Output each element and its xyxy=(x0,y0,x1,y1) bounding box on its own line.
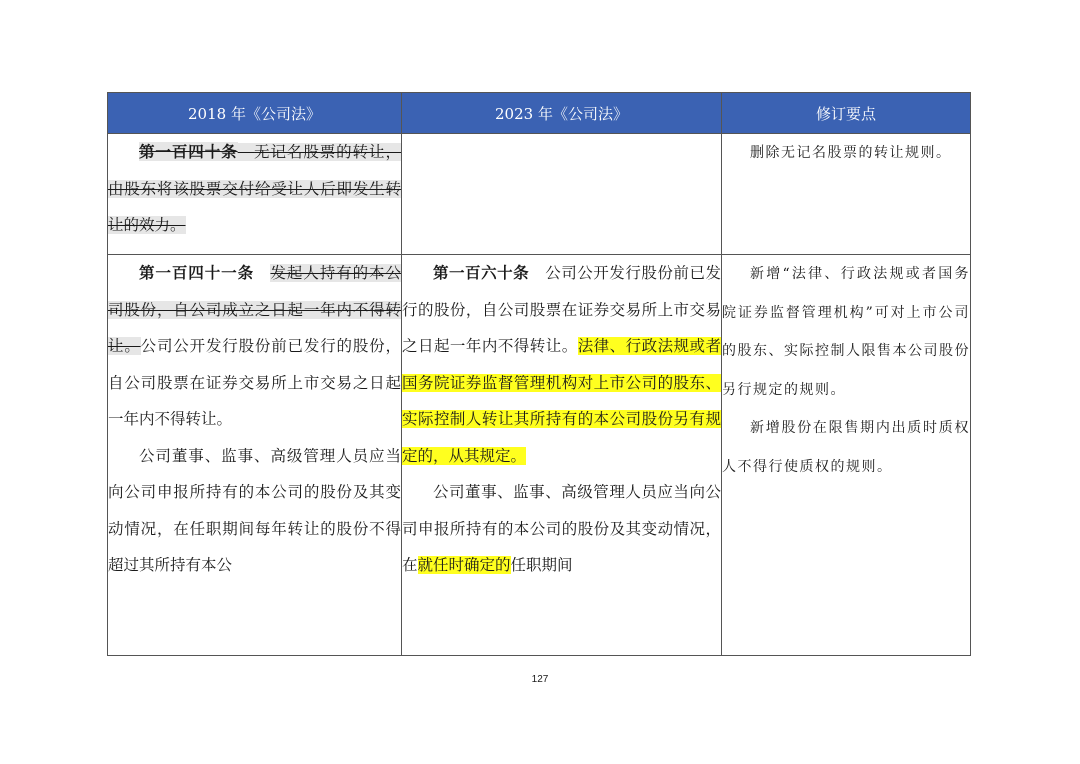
revision-note: 新增“法律、行政法规或者国务院证券监督管理机构”可对上市公司的股东、实际控制人限售本公司股份另行规定的规则。 xyxy=(722,266,970,398)
table-header-row xyxy=(108,93,971,134)
old-law-text: 公司公开发行股份前已发行的股份，自公司股票在证券交易所上市交易之日起一年内不得转让。 xyxy=(108,337,401,428)
spacer xyxy=(238,143,254,161)
new-law-text: 任职期间 xyxy=(510,556,573,574)
article-number: 第一百四十一条 xyxy=(139,263,255,282)
header-revision-points: 修订要点 xyxy=(722,93,971,134)
new-law-paragraph xyxy=(402,255,721,474)
revision-note: 删除无记名股票的转让规则。 xyxy=(750,145,952,161)
old-law-cell xyxy=(108,134,402,255)
new-law-text: 公司公开发行股份前已发行的股份，自公司股票在证券交易所上市交易之日起一年内不得转让。 xyxy=(402,264,721,355)
highlighted-addition: 就任时确定的 xyxy=(417,556,511,574)
revision-note: 新增股份在限售期内出质时质权人不得行使质权的规则。 xyxy=(722,420,970,475)
deleted-article-number: 第一百四十条 xyxy=(139,142,238,161)
old-law-paragraph xyxy=(108,134,401,244)
revision-note-cell xyxy=(722,134,971,255)
table-row xyxy=(108,255,971,656)
old-law-paragraph xyxy=(108,255,401,438)
header-2023-law: 2023 年《公司法》 xyxy=(402,93,722,134)
header-2018-law: 2018 年《公司法》 xyxy=(108,93,402,134)
comparison-table xyxy=(107,92,971,656)
highlighted-addition: 法律、行政法规或者国务院证券监督管理机构对上市公司的股东、实际控制人转让其所持有的本公司股份另有规定的，从其规定。 xyxy=(402,337,721,465)
article-number: 第一百六十条 xyxy=(433,263,530,282)
new-law-cell-empty xyxy=(402,134,722,255)
new-law-cell xyxy=(402,255,722,656)
table-row xyxy=(108,134,971,255)
new-law-text: 公司董事、监事、高级管理人员应当向公司申报所持有的本公司的股份及其变动情况，在 xyxy=(402,483,721,574)
old-law-paragraph-2: 公司董事、监事、高级管理人员应当向公司申报所持有的本公司的股份及其变动情况，在任职期间每年转让的股份不得超过其所持有本公 xyxy=(108,446,401,574)
deleted-text: 发起人持有的本公司股份，自公司成立之日起一年内不得转让。 xyxy=(108,264,401,355)
page-number: 127 xyxy=(531,674,549,685)
deleted-text: 无记名股票的转让，由股东将该股票交付给受让人后即发生转让的效力。 xyxy=(108,143,401,234)
new-law-paragraph-2 xyxy=(402,474,721,584)
old-law-cell xyxy=(108,255,402,656)
revision-note-cell xyxy=(722,255,971,656)
